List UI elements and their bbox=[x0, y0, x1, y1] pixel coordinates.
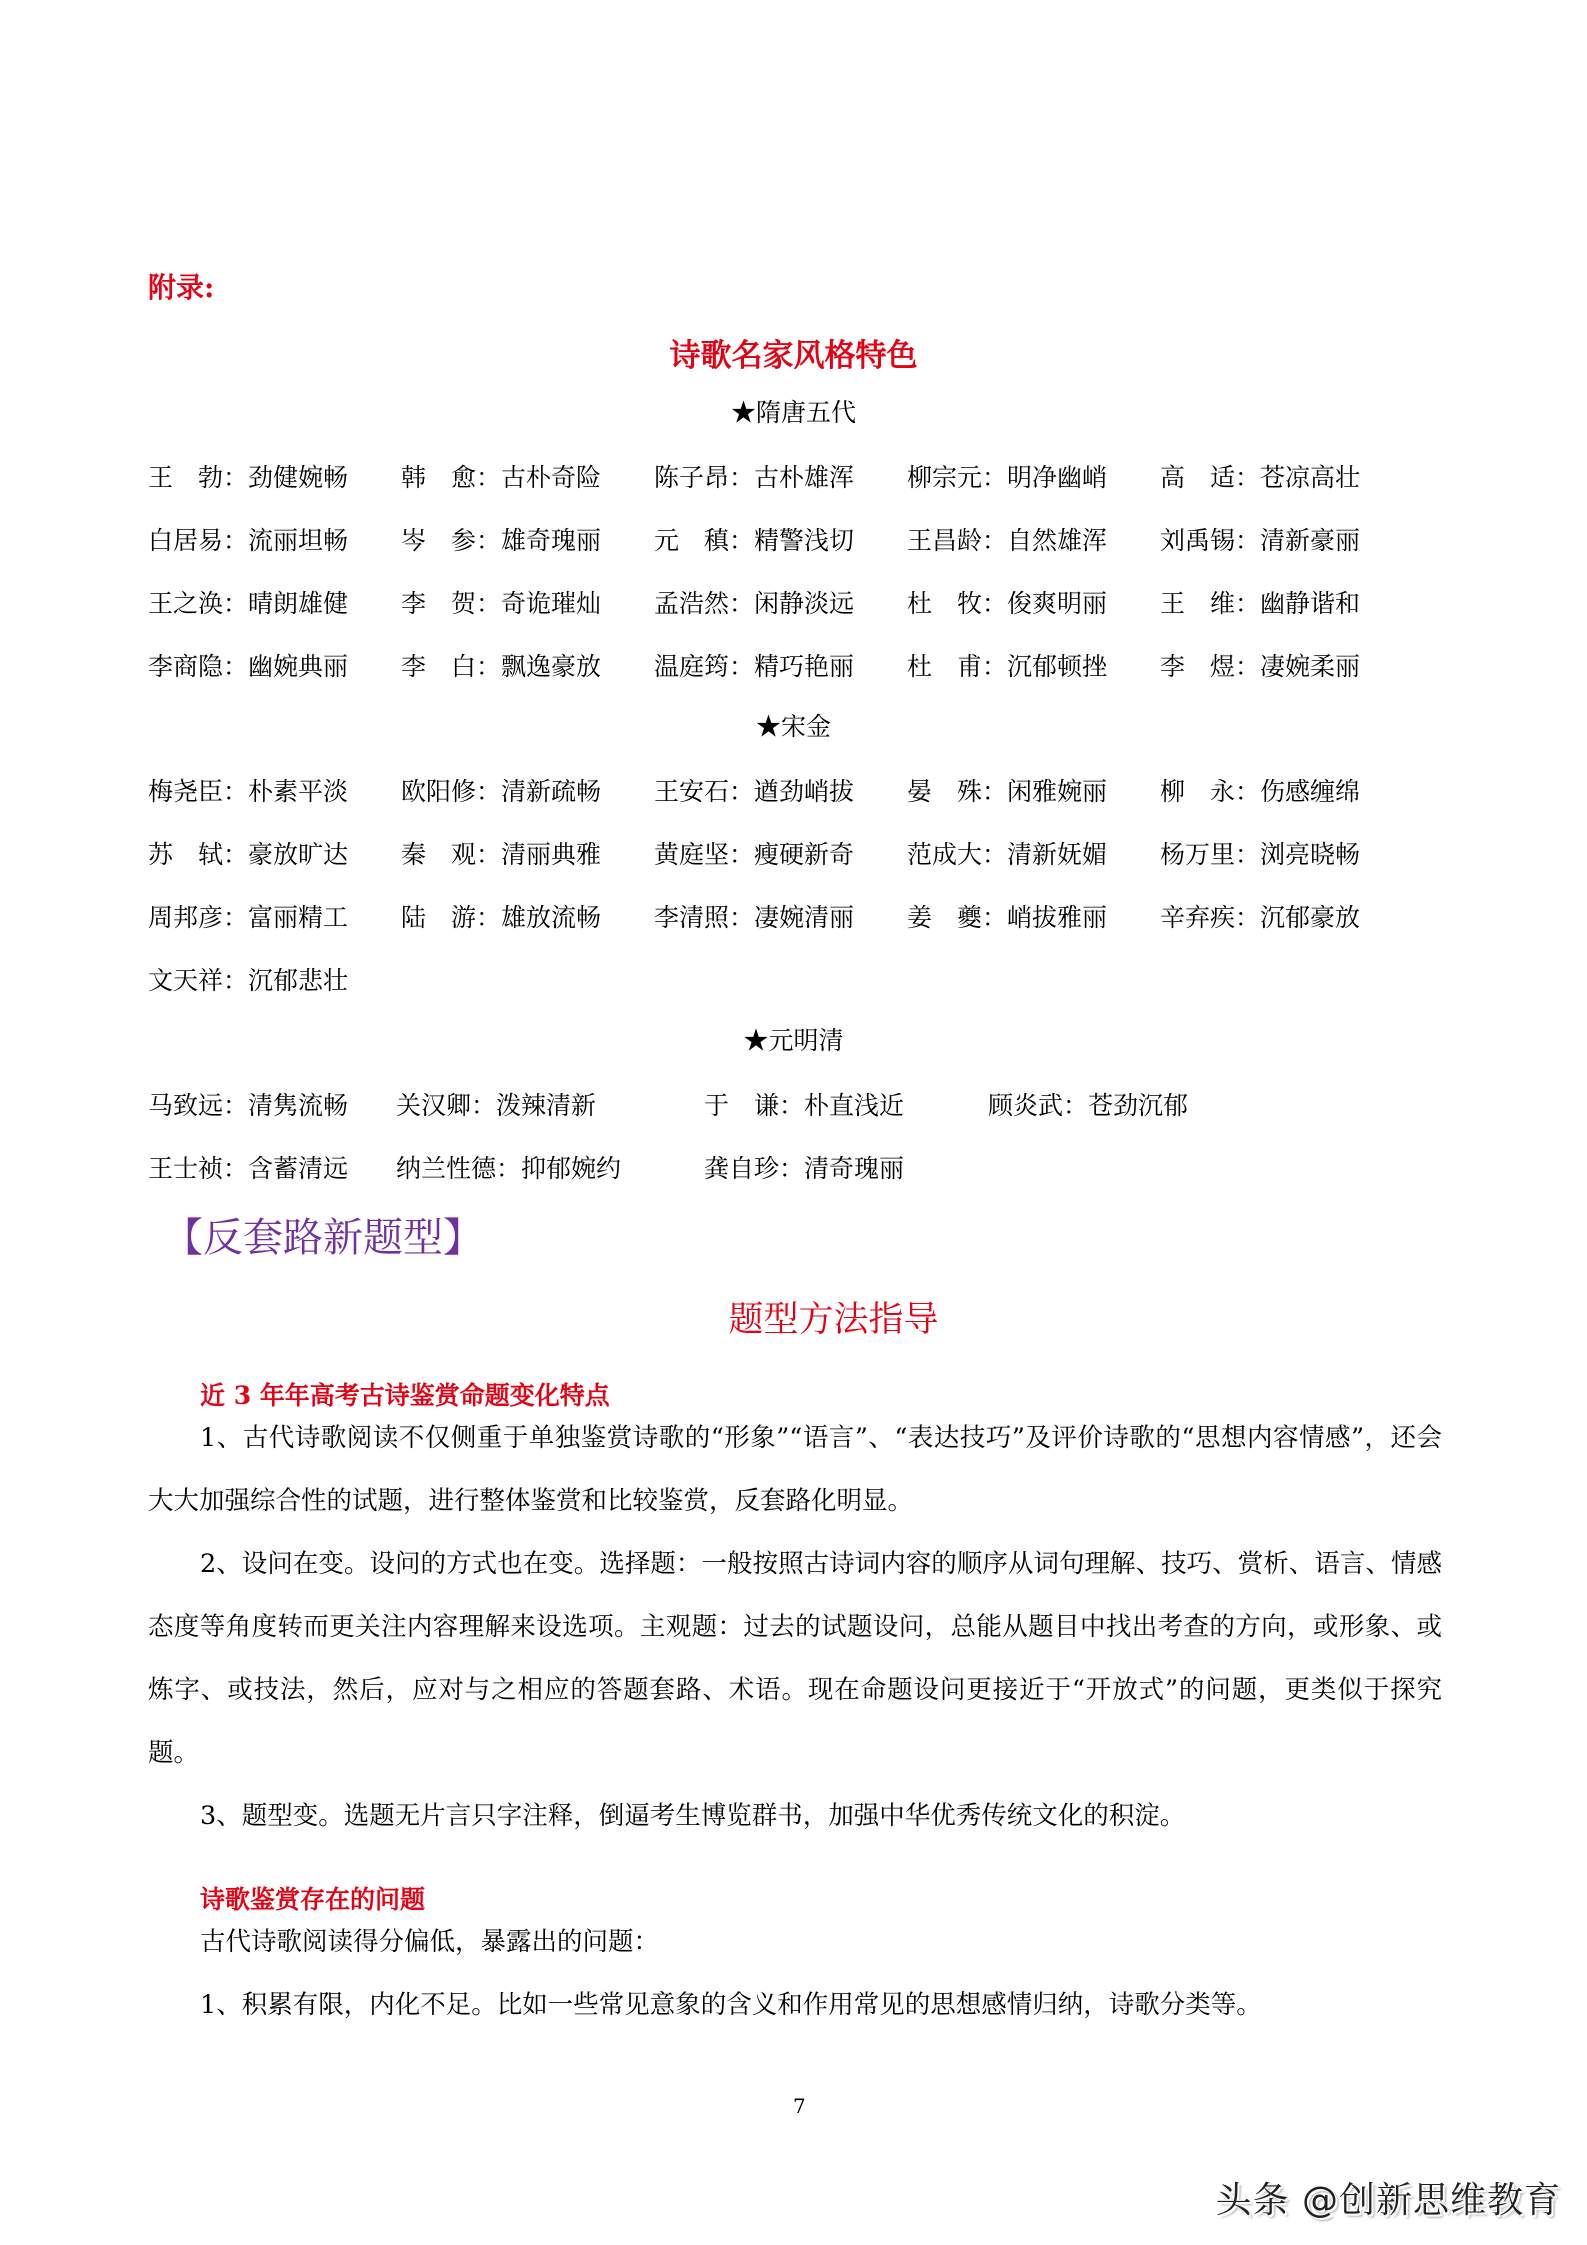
poet-entry: 欧阳修：清新疏畅 bbox=[401, 777, 602, 806]
era-heading-song-jin: ★宋金 bbox=[755, 712, 831, 741]
poet-entry: 白居易：流丽坦畅 bbox=[148, 526, 349, 555]
page-number: 7 bbox=[793, 2094, 806, 2118]
poet-entry: 文天祥：沉郁悲壮 bbox=[148, 966, 349, 995]
poet-entry: 于 谦：朴直浅近 bbox=[704, 1091, 905, 1120]
poet-entry: 陈子昂：古朴雄浑 bbox=[654, 463, 855, 492]
paragraph: 古代诗歌阅读得分偏低，暴露出的问题： bbox=[200, 1927, 660, 1957]
paragraph: 1、积累有限，内化不足。比如一些常见意象的含义和作用常见的思想感情归纳，诗歌分类等。 bbox=[200, 1990, 1262, 2020]
poet-entry: 杜 牧：俊爽明丽 bbox=[907, 589, 1108, 618]
poet-entry: 周邦彦：富丽精工 bbox=[148, 903, 349, 932]
poet-entry: 王士祯：含蓄清远 bbox=[148, 1154, 349, 1183]
era-heading-yuan-ming-qing: ★元明清 bbox=[743, 1026, 844, 1055]
poet-entry: 杜 甫：沉郁顿挫 bbox=[907, 652, 1108, 681]
poet-entry: 晏 殊：闲雅婉丽 bbox=[907, 777, 1108, 806]
poet-entry: 王安石：遒劲峭拔 bbox=[654, 777, 855, 806]
poet-entry: 陆 游：雄放流畅 bbox=[401, 903, 602, 932]
poet-entry: 王 维：幽静谐和 bbox=[1160, 589, 1361, 618]
poet-entry: 王昌龄：自然雄浑 bbox=[907, 526, 1108, 555]
poet-entry: 李 煜：凄婉柔丽 bbox=[1160, 652, 1361, 681]
poet-entry: 李 贺：奇诡璀灿 bbox=[401, 589, 602, 618]
paragraph: 2、设问在变。设问的方式也在变。选择题：一般按照古诗词内容的顺序从词句理解、技巧、赏析、语言、情感态度等角度转而更关注内容理解来设选项。主观题：过去的试题设问，总能从题目中找出考查的方向，或形象、或炼字、或技法，然后，应对与之相应的答题套路、术语。现在命题设问更接近于“开放式”的问题，更类似于探究题。 bbox=[148, 1549, 1442, 1768]
poet-entry: 黄庭坚：瘦硬新奇 bbox=[654, 840, 855, 869]
poet-entry: 岑 参：雄奇瑰丽 bbox=[401, 526, 602, 555]
poet-entry: 韩 愈：古朴奇险 bbox=[401, 463, 602, 492]
poet-entry: 柳 永：伤感缠绵 bbox=[1160, 777, 1361, 806]
poet-entry: 顾炎武：苍劲沉郁 bbox=[988, 1091, 1189, 1120]
poet-entry: 梅尧臣：朴素平淡 bbox=[148, 777, 349, 806]
poet-entry: 王 勃：劲健婉畅 bbox=[148, 463, 349, 492]
poet-entry: 龚自珍：清奇瑰丽 bbox=[704, 1154, 905, 1183]
poet-entry: 温庭筠：精巧艳丽 bbox=[654, 652, 855, 681]
poet-entry: 范成大：清新妩媚 bbox=[907, 840, 1108, 869]
poet-entry: 姜 夔：峭拔雅丽 bbox=[907, 903, 1108, 932]
poet-entry: 李清照：凄婉清丽 bbox=[654, 903, 855, 932]
main-title: 诗歌名家风格特色 bbox=[669, 338, 918, 374]
section-heading-problems: 诗歌鉴赏存在的问题 bbox=[200, 1885, 426, 1914]
poet-entry: 辛弃疾：沉郁豪放 bbox=[1160, 903, 1361, 932]
poet-entry: 纳兰性德：抑郁婉约 bbox=[396, 1154, 622, 1183]
poet-entry: 李 白：飘逸豪放 bbox=[401, 652, 602, 681]
poet-entry: 关汉卿：泼辣清新 bbox=[396, 1091, 597, 1120]
watermark: 头条 @创新思维教育 bbox=[1215, 2180, 1561, 2221]
poet-entry: 刘禹锡：清新豪丽 bbox=[1160, 526, 1361, 555]
paragraph: 1、古代诗歌阅读不仅侧重于单独鉴赏诗歌的“形象”“语言”、“表达技巧”及评价诗歌的“思想内容情感”，还会大大加强综合性的试题，进行整体鉴赏和比较鉴赏，反套路化明显。 bbox=[148, 1423, 1442, 1516]
appendix-label: 附录: bbox=[148, 271, 215, 304]
section-banner: 【反套路新题型】 bbox=[163, 1215, 483, 1261]
era-heading-sui-tang: ★隋唐五代 bbox=[730, 398, 856, 427]
poet-entry: 元 稹：精警浅切 bbox=[654, 526, 855, 555]
poet-entry: 高 适：苍凉高壮 bbox=[1160, 463, 1361, 492]
guide-title: 题型方法指导 bbox=[728, 1300, 939, 1340]
section-heading-changes: 近 3 年年高考古诗鉴赏命题变化特点 bbox=[200, 1381, 610, 1410]
poet-entry: 秦 观：清丽典雅 bbox=[401, 840, 602, 869]
poet-entry: 柳宗元：明净幽峭 bbox=[907, 463, 1108, 492]
poet-entry: 苏 轼：豪放旷达 bbox=[148, 840, 349, 869]
paragraph: 3、题型变。选题无片言只字注释，倒逼考生博览群书，加强中华优秀传统文化的积淀。 bbox=[200, 1801, 1186, 1831]
poet-entry: 李商隐：幽婉典丽 bbox=[148, 652, 349, 681]
poet-entry: 王之涣：晴朗雄健 bbox=[148, 589, 349, 618]
poet-entry: 杨万里：浏亮晓畅 bbox=[1160, 840, 1361, 869]
poet-entry: 孟浩然：闲静淡远 bbox=[654, 589, 855, 618]
poet-entry: 马致远：清隽流畅 bbox=[148, 1091, 349, 1120]
